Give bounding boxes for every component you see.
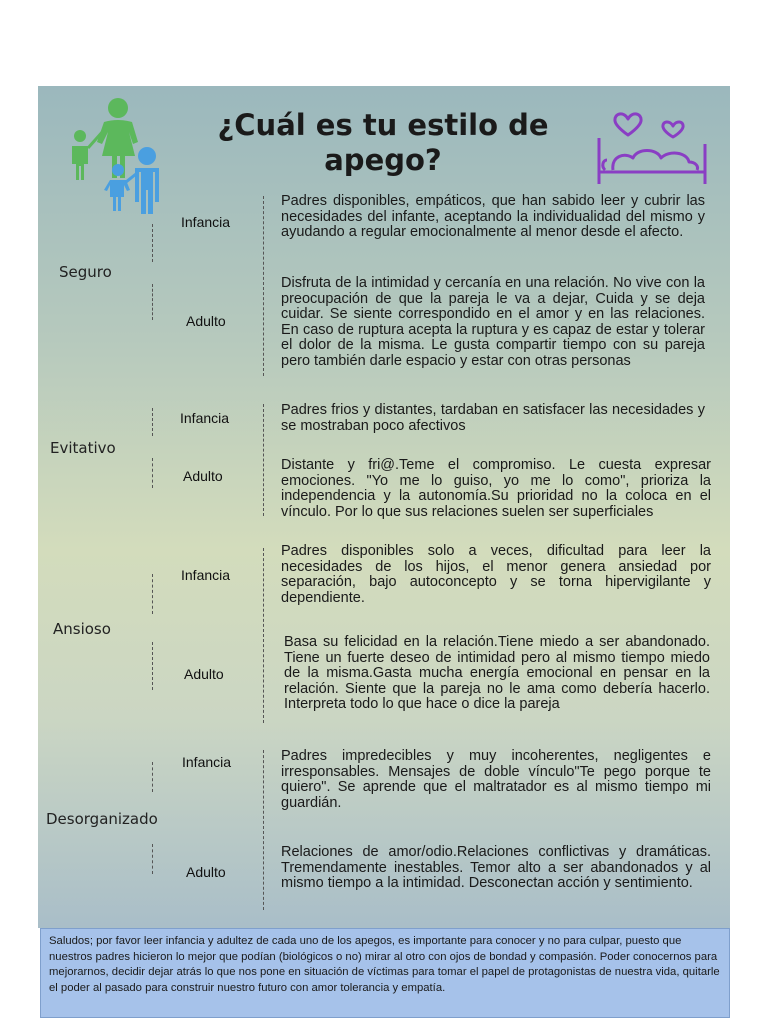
footer-note: Saludos; por favor leer infancia y adultez de cada uno de los apegos, es importante para conocer y no para culpar, puesto que nuestros padres hicieron lo mejor que podían (biológicos o no) mirar al otro con ojos de bondad y compasión. Poder conocernos para mejorarnos, decidir dejar atrás lo que nos pone en situación de víctimas para tomar el papel de protagonistas de nuestra vida, quitarle el poder al pasado para construir nuestro futuro con amor tolerancia y empatía. [40, 928, 730, 1018]
divider [263, 196, 264, 376]
bed-hearts-icon [593, 104, 713, 186]
stage-label-infancia: Infancia [181, 567, 231, 583]
evitativo-infancia-text: Padres frios y distantes, tardaban en satisfacer las necesidades y se mostraban poco afectivos [281, 402, 705, 434]
divider [152, 844, 153, 874]
divider [152, 642, 153, 690]
style-label-evitativo: Evitativo [50, 439, 116, 457]
divider [152, 224, 153, 262]
page-title: ¿Cuál es tu estilo de apego? [217, 108, 549, 177]
ansioso-adulto-text: Basa su felicidad en la relación.Tiene miedo a ser abandonado. Tiene un fuerte deseo de intimidad pero al mismo tiempo miedo de la misma.Gasta mucha energía emocional en pensar en la relación. Siente que la pareja no le ama como debería hacerlo. Interpreta todo lo que hace o dice la pareja [284, 634, 710, 713]
divider [152, 408, 153, 436]
seguro-infancia-text: Padres disponibles, empáticos, que han sabido leer y cubrir las necesidades del infante, aceptando la individualidad del mismo y ayudando a regular emocionalmente al menor desde el afecto. [281, 193, 705, 241]
infographic-panel [38, 86, 730, 928]
desorganizado-infancia-text: Padres impredecibles y muy incoherentes, negligentes e irresponsables. Mensajes de doble vínculo"Te pego porque te quiero". Se aprende que el maltratador es al mismo tiempo mi guardián. [281, 748, 711, 811]
desorganizado-adulto-text: Relaciones de amor/odio.Relaciones conflictivas y dramáticas. Tremendamente inestables. Temor alto a ser abandonados y al mismo tiempo a la intimidad. Desconectan acción y sentimiento. [281, 844, 711, 892]
stage-label-infancia: Infancia [180, 410, 230, 426]
stage-label-adulto: Adulto [186, 864, 226, 880]
divider [152, 574, 153, 614]
stage-label-infancia: Infancia [181, 214, 231, 230]
stage-label-adulto: Adulto [184, 666, 224, 682]
divider [152, 458, 153, 488]
stage-label-infancia: Infancia [182, 754, 232, 770]
ansioso-infancia-text: Padres disponibles solo a veces, dificultad para leer la necesidades de los hijos, el menor genera ansiedad por separación, bajo autoconcepto y se torna hipervigilante y dependiente. [281, 543, 711, 606]
divider [263, 750, 264, 910]
evitativo-adulto-text: Distante y fri@.Teme el compromiso. Le cuesta expresar emociones. "Yo me lo guiso, yo me lo como", prioriza la independencia y la autonomía.Su prioridad no la coloca en el vínculo. Por lo que sus relaciones suelen ser superficiales [281, 457, 711, 520]
stage-label-adulto: Adulto [183, 468, 223, 484]
divider [152, 762, 153, 792]
style-label-desorganizado: Desorganizado [46, 810, 158, 828]
divider [263, 404, 264, 516]
family-icon [68, 96, 163, 214]
style-label-ansioso: Ansioso [53, 620, 111, 638]
style-label-seguro: Seguro [59, 263, 112, 281]
divider [152, 284, 153, 320]
stage-label-adulto: Adulto [186, 313, 226, 329]
divider [263, 548, 264, 723]
seguro-adulto-text: Disfruta de la intimidad y cercanía en una relación. No vive con la preocupación de que la pareja le va a dejar, Cuida y se deja cuidar. Se siente correspondido en el amor y en las relaciones. En caso de ruptura acepta la ruptura y es capaz de estar y tolerar el dolor de la misma. Le gusta compartir tiempo con su pareja pero también darle espacio y estar con otras personas [281, 275, 705, 369]
